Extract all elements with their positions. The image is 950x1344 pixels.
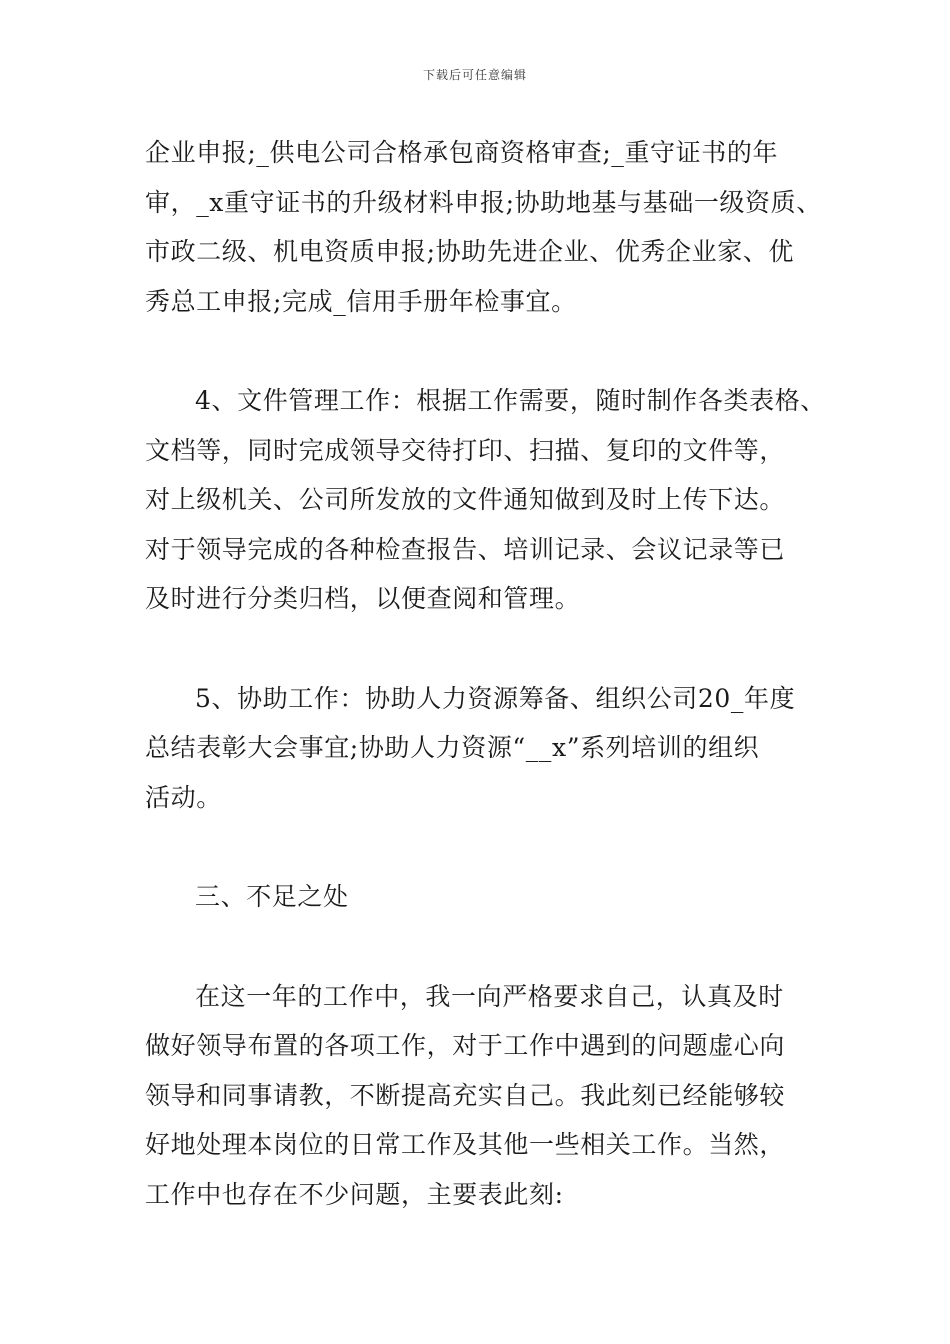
text-line: 做好领导布置的各项工作，对于工作中遇到的问题虚心向 — [145, 1031, 786, 1060]
text-line: 及时进行分类归档，以便查阅和管理。 — [145, 584, 581, 613]
text-line: 好地处理本岗位的日常工作及其他一些相关工作。当然， — [145, 1130, 786, 1159]
text-line: 秀总工申报;完成_信用手册年检事宜。 — [145, 286, 577, 316]
text-line: 审，_x重守证书的升级材料申报;协助地基与基础一级资质、 — [145, 187, 822, 217]
text-line: 5、协助工作：协助人力资源筹备、组织公司20_年度 — [195, 683, 796, 713]
section-heading-text: 三、不足之处 — [195, 882, 349, 911]
paragraph-qualification-work — [145, 128, 822, 326]
paragraph-assist-work — [145, 674, 810, 823]
text-line: 文档等，同时完成领导交待打印、扫描、复印的文件等， — [145, 435, 786, 465]
paragraph-shortcomings — [145, 972, 810, 1220]
text-line: 工作中也存在不少问题，主要表此刻: — [145, 1179, 564, 1209]
paragraph-file-management — [145, 376, 826, 624]
text-line: 4、文件管理工作：根据工作需要，随时制作各类表格、 — [195, 386, 826, 415]
text-line: 企业申报;_供电公司合格承包商资格审查;_重守证书的年 — [145, 138, 779, 167]
header-note: 下载后可任意编辑 — [422, 68, 527, 82]
section-heading — [145, 872, 810, 922]
text-line: 在这一年的工作中，我一向严格要求自己，认真及时 — [195, 981, 784, 1011]
text-line: 总结表彰大会事宜;协助人力资源“__x”系列培训的组织 — [145, 733, 760, 762]
text-line: 领导和同事请教，不断提高充实自己。我此刻已经能够较 — [145, 1080, 786, 1110]
text-line: 对于领导完成的各种检查报告、培训记录、会议记录等已 — [145, 534, 786, 564]
text-line: 活动。 — [145, 782, 222, 812]
text-line: 市政二级、机电资质申报;协助先进企业、优秀企业家、优 — [145, 237, 795, 266]
text-line: 对上级机关、公司所发放的文件通知做到及时上传下达。 — [145, 485, 786, 514]
document-body — [145, 128, 826, 1219]
